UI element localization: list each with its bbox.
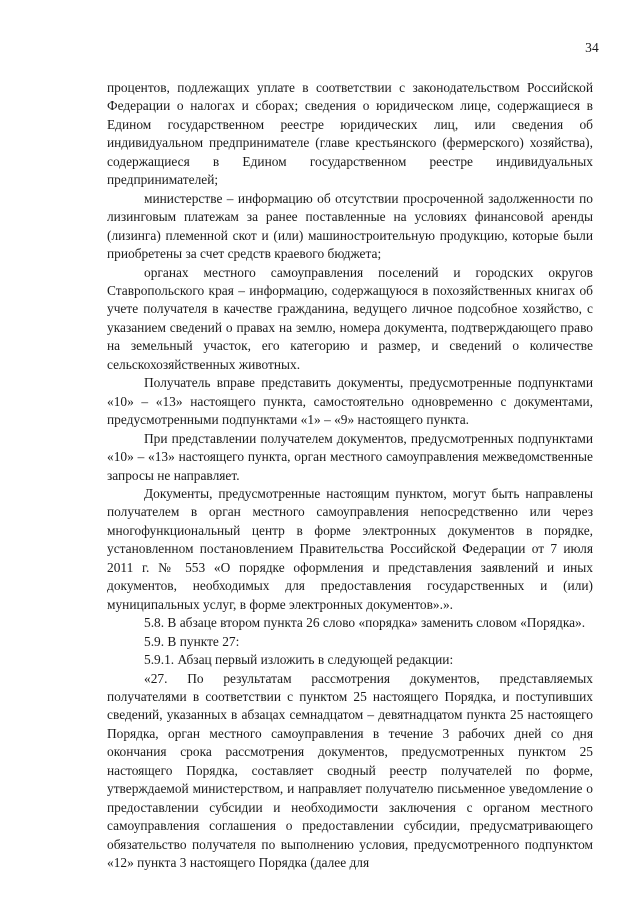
- paragraph: «27. По результатам рассмотрения документов, представляемых получателями в соответствии с пунктом 25 настоящего Порядка, и поступивших сведений, указанных в абзацах семнадцатом – девятнадцатом пункта 25 настоящего Порядка, орган местного самоуправления в течение 3 рабочих дней со дня окончания срока рассмотрения документов, предусмотренных пунктом 25 настоящего Порядка, составляет сводный реестр получателей по форме, утверждаемой министерством, и направляет получателю письменное уведомление о предоставлении субсидии и необходимости заключения с органом местного самоуправления соглашения о предоставлении субсидии, предусматривающего обязательство получателя по выполнению условия, предусмотренного подпунктом «12» пункта 3 настоящего Порядка (далее для: [107, 670, 593, 871]
- paragraph: При представлении получателем документов, предусмотренных подпунктами «10» – «13» настоящего пункта, орган местного самоуправления межведомственные запросы не направляет.: [107, 430, 593, 483]
- paragraph: органах местного самоуправления поселений и городских округов Ставропольского края – информацию, содержащуюся в похозяйственных книгах об учете получателя в качестве гражданина, ведущего личное подсобное хозяйство, с указанием сведений о правах на землю, номера документа, подтверждающего право на земельный участок, его категорию и размер, и сведений о количестве сельскохозяйственных животных.: [107, 264, 593, 372]
- paragraph: Документы, предусмотренные настоящим пунктом, могут быть направлены получателем в орган местного самоуправления непосредственно или через многофункциональный центр в форме электронных документов в порядке, установленном постановлением Правительства Российской Федерации от 7 июля 2011 г. № 553 «О порядке оформления и представления заявлений и иных документов, необходимых для предоставления государственных и (или) муниципальных услуг, в форме электронных документов».».: [107, 485, 593, 612]
- paragraph: процентов, подлежащих уплате в соответствии с законодательством Российской Федерации о налогах и сборах; сведения о юридическом лице, содержащиеся в Едином государственном реестре юридических лиц, или сведения об индивидуальном предпринимателе (главе крестьянского (фермерского) хозяйства), содержащиеся в Едином государственном реестре индивидуальных предпринимателей;: [107, 80, 593, 188]
- document-body: [107, 79, 593, 872]
- paragraph: 5.9.1. Абзац первый изложить в следующей редакции:: [144, 652, 454, 668]
- paragraph: Получатель вправе представить документы, предусмотренные подпунктами «10» – «13» настоящего пункта, самостоятельно одновременно с документами, предусмотренными подпунктами «1» – «9» настоящего пункта.: [107, 375, 593, 428]
- paragraph: 5.8. В абзаце втором пункта 26 слово «порядка» заменить словом «Порядка».: [144, 615, 586, 631]
- paragraph: 5.9. В пункте 27:: [144, 633, 240, 649]
- paragraph: министерстве – информацию об отсутствии просроченной задолженности по лизинговым платежам за ранее поставленные на условиях финансовой аренды (лизинга) племенной скот и (или) машиностроительную продукцию, которые были приобретены за счет средств краевого бюджета;: [107, 190, 593, 262]
- page-number: 34: [585, 40, 599, 55]
